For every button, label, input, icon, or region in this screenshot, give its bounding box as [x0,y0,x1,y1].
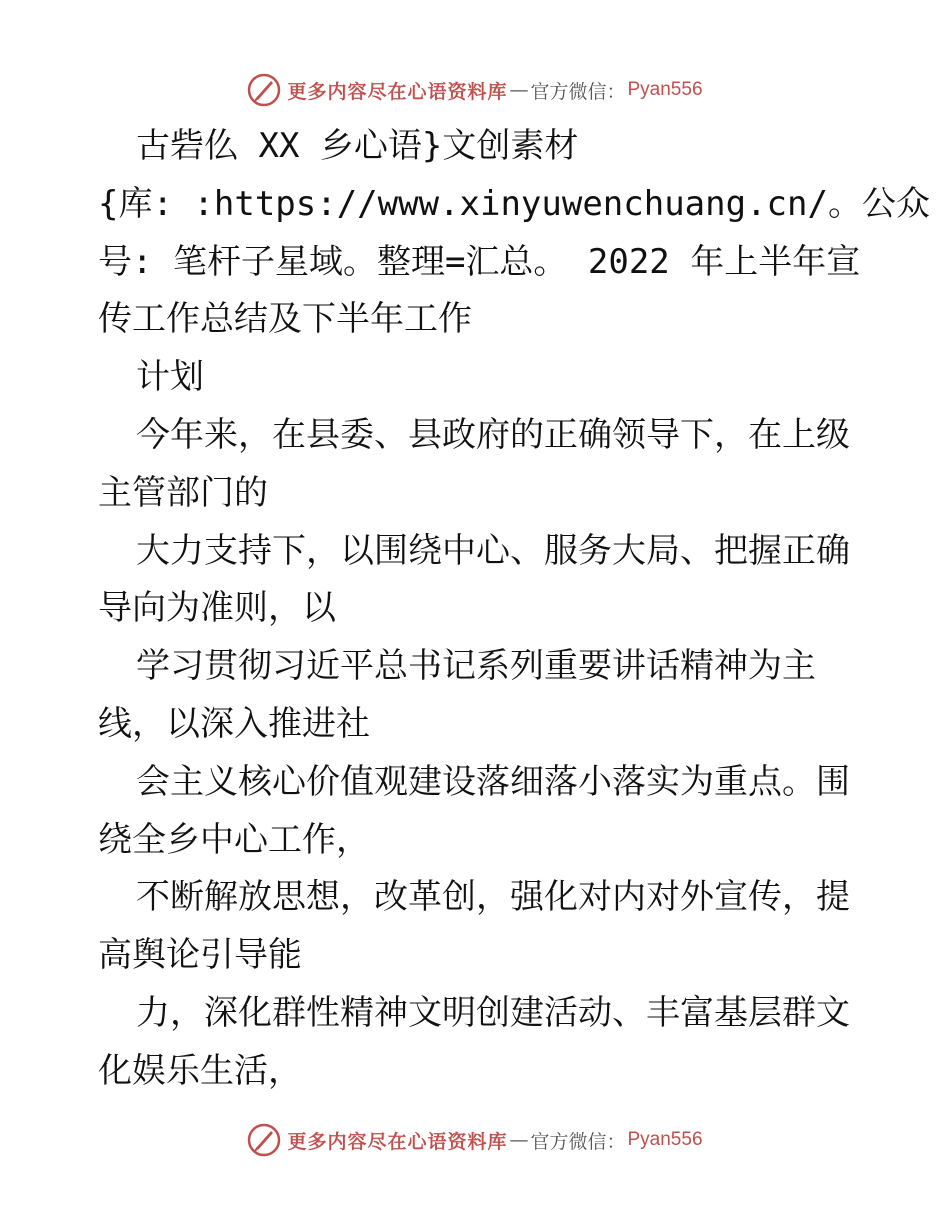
banner-separator: — [509,1129,529,1151]
quill-logo-icon [247,1123,281,1157]
document-line: 大力支持下，以围绕中心、服务大局、把握正确 [136,530,850,571]
document-line: 线，以深入推进社 [98,703,370,744]
document-line: 力，深化群性精神文明创建活动、丰富基层群文 [136,992,850,1033]
banner-main-text: 更多内容尽在心语资料库 [287,80,508,103]
quill-logo-icon [247,73,281,107]
banner-separator: — [509,79,529,101]
banner-label: 官方微信： [530,1130,626,1153]
document-line: {库: :https://www.xinyuwenchuang.cn/。公众 [98,183,930,224]
banner-account: Pyan556 [627,79,703,100]
banner-main-text: 更多内容尽在心语资料库 [287,1130,508,1153]
document-line: 号: 笔杆子星域。整理=汇总。 2022 年上半年宣 [98,241,861,282]
document-line: 传工作总结及下半年工作 [98,299,472,340]
document-line: 今年来，在县委、县政府的正确领导下，在上级 [136,414,850,455]
document-line: 高舆论引导能 [98,935,302,976]
header-watermark-banner [0,70,950,110]
document-line: 导向为准则，以 [98,588,336,629]
document-line: 主管部门的 [98,472,268,513]
document-line: 绕全乡中心工作， [98,819,370,860]
document-line: 化娱乐生活， [98,1050,302,1091]
document-line: 计划 [136,357,204,398]
document-line: 古砦仫 XX 乡心语}文创素材 [136,126,579,166]
document-line: 会主义核心价值观建设落细落小落实为重点。围 [136,761,850,802]
document-line: 学习贯彻习近平总书记系列重要讲话精神为主 [136,646,816,687]
footer-watermark-banner [0,1120,950,1160]
banner-label: 官方微信： [530,80,626,103]
document-body [98,118,930,1101]
document-line: 不断解放思想，改革创，强化对内对外宣传，提 [136,877,850,918]
banner-account: Pyan556 [627,1129,703,1150]
